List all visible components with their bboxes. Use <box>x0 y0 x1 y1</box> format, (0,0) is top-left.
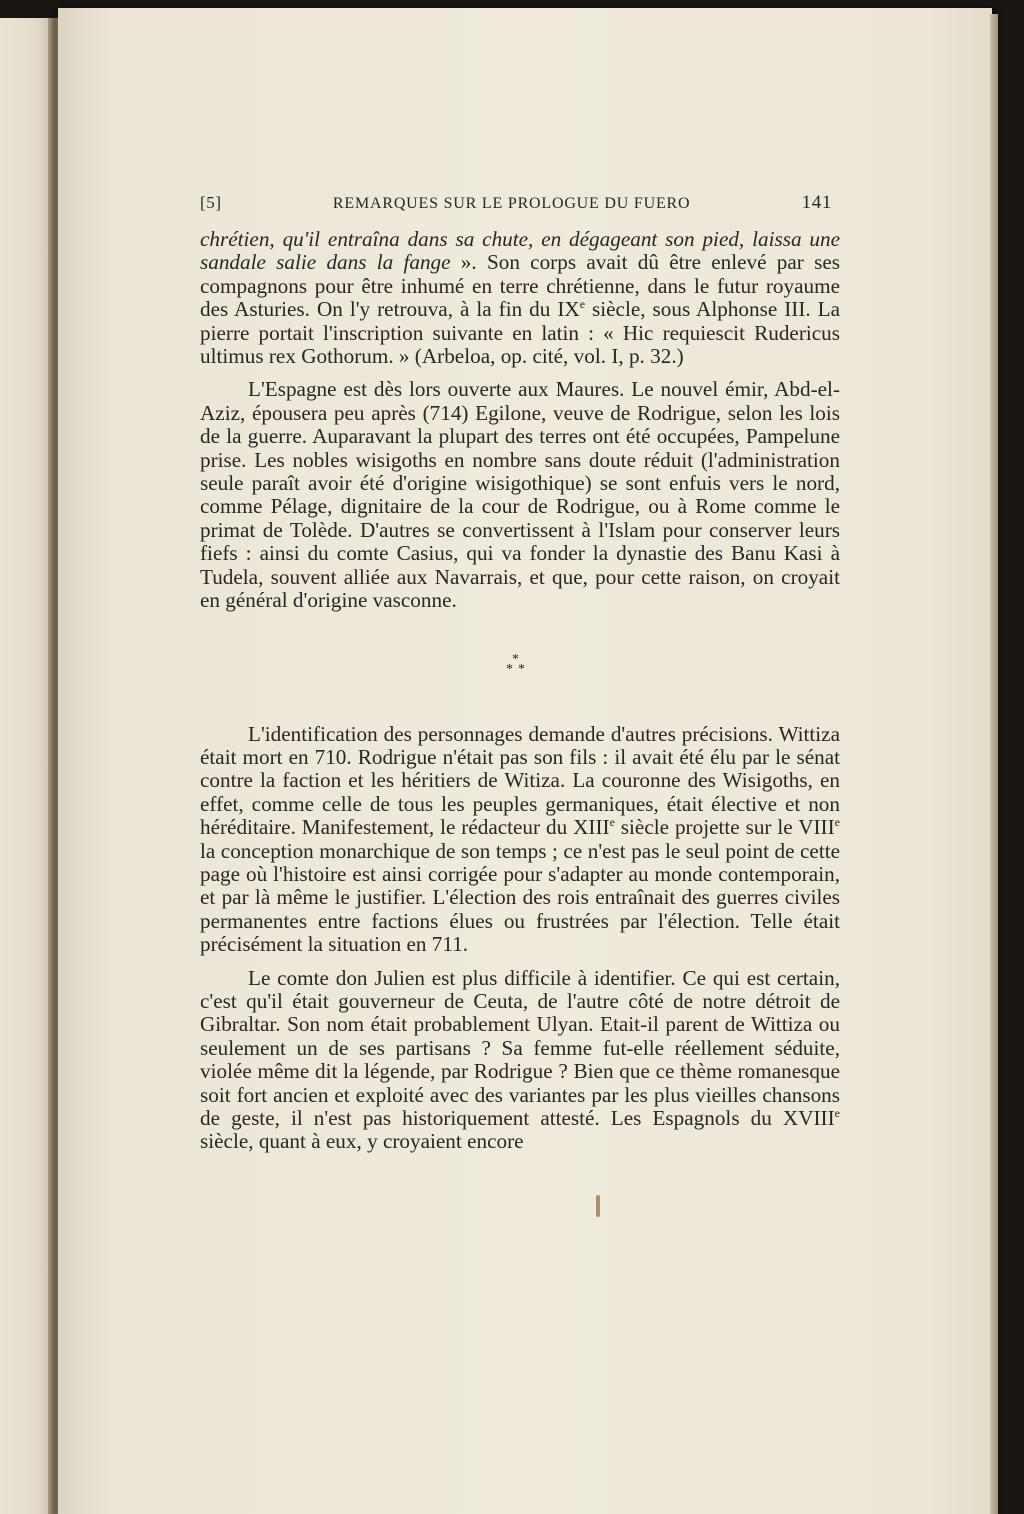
paragraph-3-text-b: siècle projette sur le VIII <box>614 815 835 840</box>
superscript: e <box>609 815 615 830</box>
asterism-star: * <box>512 651 519 667</box>
paragraph-4 <box>200 967 840 1154</box>
running-head <box>200 192 832 214</box>
asterism-star: * <box>506 661 513 677</box>
paper-stain <box>596 1195 600 1217</box>
paragraph-4-text-b: siècle, quant à eux, y croyaient encore <box>200 1129 524 1154</box>
page-number: 141 <box>801 192 832 213</box>
paragraph-1 <box>200 228 840 368</box>
paragraph-4-text-a: Le comte don Julien est plus difficile à identifier. Ce qui est certain, c'est qu'il était gouverneur de Ceuta, de l'autre côté de notre détroit de Gibraltar. Son nom était probablement Ulyan. Etait-il parent de Wittiza ou seulement un de ses partisans ? Sa femme fut-elle réellement séduite, violée même dit la légende, par Rodrigue ? Bien que ce thème romanesque soit fort ancien et exploité avec des variantes par les plus vieilles chansons de geste, il n'est pas historiquement attesté. Les Espagnols du XVIII <box>200 965 840 1130</box>
superscript: e <box>579 297 586 312</box>
page-text <box>200 192 840 1154</box>
paragraph-3 <box>200 723 840 957</box>
superscript: e <box>834 815 840 830</box>
section-number: [5] <box>200 193 222 212</box>
paragraph-1-text-b: siècle, sous Alphonse III. La pierre portait l'inscription suivante en latin : « Hic requiescit Rudericus ultimus rex Gothorum. » (Arbeloa, op. cité, vol. I, p. 32.) <box>200 297 841 369</box>
paragraph-3-text-c: la conception monarchique de son temps ; ce n'est pas le seul point de cette page où l'histoire est ainsi corrigée pour s'adapter au monde contemporain, et par là même le justifier. L'élection des rois entraînait des guerres civiles permanentes entre factions élues ou frustrées par l'élection. Telle était précisément la situation en 711. <box>200 838 840 957</box>
asterism <box>200 613 832 723</box>
left-page-edge <box>0 18 52 1514</box>
paragraph-2: L'Espagne est dès lors ouverte aux Maures. Le nouvel émir, Abd-el-Aziz, épousera peu après (714) Egilone, veuve de Rodrigue, selon les lois de la guerre. Auparavant la plupart des terres ont été occupées, Pampelune prise. Les nobles wisigoths en nombre sans doute réduit (l'administration seule paraît avoir été d'origine wisigothique) se sont enfuis vers le nord, comme Pélage, dignitaire de la cour de Rodrigue, ou à Rome comme le primat de Tolède. D'autres se convertissent à l'Islam pour conserver leurs fiefs : ainsi du comte Casius, qui va fonder la dynastie des Banu Kasi à Tudela, souvent alliée aux Navarrais, et que, pour cette raison, on croyait en général d'origine vasconne. <box>200 377 840 613</box>
running-title: REMARQUES SUR LE PROLOGUE DU FUERO <box>332 195 691 212</box>
asterism-star: * <box>518 661 525 677</box>
page-fore-edge <box>990 14 998 1514</box>
paragraph-3-text-a: L'identification des personnages demande d'autres précisions. Wittiza était mort en 710. Rodrigue n'était pas son fils : il avait été élu par le sénat contre la faction et les héritiers de Witiza. La couronne des Wisigoths, en effet, comme celle de tous les peuples germaniques, était élective et non héréditaire. Manifestement, le rédacteur du XIII <box>200 721 840 840</box>
paragraph-1-text-a: ». Son corps avait dû être enlevé par ses compagnons pour être inhumé en terre chrétienne, dans le futur royaume des Asturies. On l'y retrouva, à la fin du IX <box>200 250 840 322</box>
superscript: e <box>834 1106 840 1120</box>
italic-quote: chrétien, qu'il entraîna dans sa chute, en dégageant son pied, laissa une sandale salie dans la fange <box>200 227 840 275</box>
